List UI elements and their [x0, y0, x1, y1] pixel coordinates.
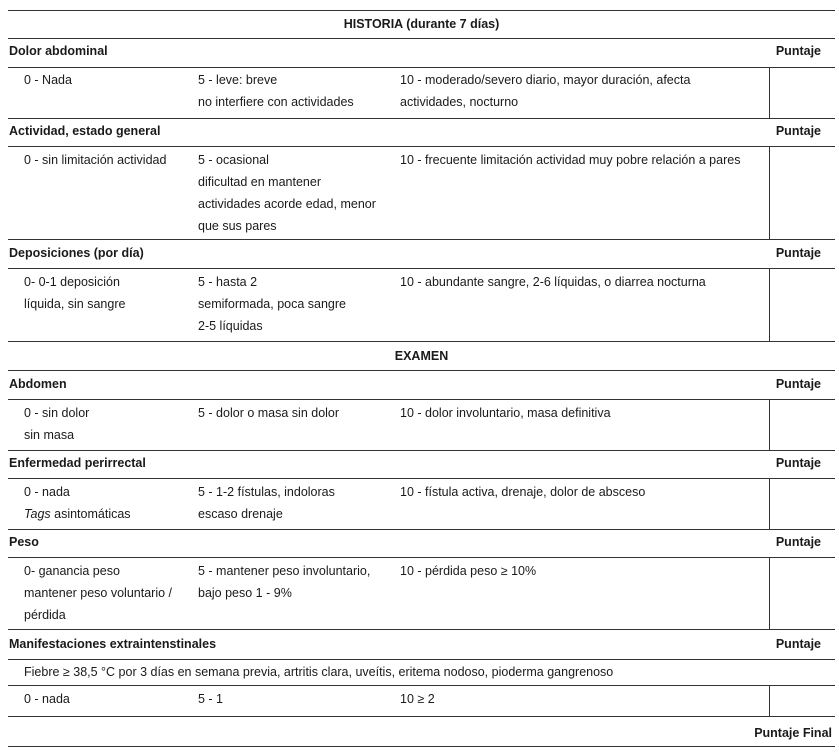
rule: [8, 399, 835, 400]
option-0: 0- ganancia peso mantener peso voluntario / pérdida: [24, 564, 173, 622]
rule: [8, 370, 835, 371]
rule: [769, 399, 770, 450]
rule: [8, 746, 835, 747]
rule: [8, 450, 835, 451]
rule: [8, 685, 835, 686]
option-10: 10 - fístula activa, drenaje, dolor de absceso: [400, 485, 646, 499]
option-0: 0 - Nada: [24, 73, 72, 87]
option-0: 0 - sin limitación actividad: [24, 153, 167, 167]
score-label: Puntaje: [775, 637, 821, 651]
section-manifestaciones: Manifestaciones extraintenstinales: [9, 637, 217, 651]
rule: [8, 529, 835, 530]
section-actividad: Actividad, estado general: [9, 124, 161, 138]
rule: [8, 478, 835, 479]
option-5: 5 - hasta 2 semiformada, poca sangre 2-5 líquidas: [198, 275, 346, 333]
rule: [8, 629, 835, 630]
manifestaciones-note: Fiebre ≥ 38,5 °C por 3 días en semana previa, artritis clara, uveítis, eritema nodoso, pioderma gangrenoso: [24, 665, 614, 679]
option-10: 10 - pérdida peso ≥ 10%: [400, 564, 537, 578]
rule: [769, 478, 770, 529]
score-label: Puntaje: [775, 456, 821, 470]
rule: [769, 268, 770, 341]
option-5: 5 - mantener peso involuntario, bajo peso 1 - 9%: [198, 564, 371, 600]
score-label: Puntaje: [775, 44, 821, 58]
examen-title: EXAMEN: [394, 349, 449, 363]
option-0: 0- 0-1 deposición líquida, sin sangre: [24, 275, 126, 311]
rule: [8, 239, 835, 240]
option-10: 10 - abundante sangre, 2-6 líquidas, o diarrea nocturna: [400, 275, 706, 289]
rule: [769, 685, 770, 716]
option-5: 5 - dolor o masa sin dolor: [198, 406, 340, 420]
option-0: 0 - nada: [24, 692, 70, 706]
section-peso: Peso: [9, 535, 39, 549]
rule: [8, 146, 835, 147]
score-label: Puntaje: [775, 377, 821, 391]
score-label: Puntaje: [775, 124, 821, 138]
option-10: 10 ≥ 2: [400, 692, 435, 706]
rule: [8, 10, 835, 11]
option-10: 10 - frecuente limitación actividad muy pobre relación a pares: [400, 153, 741, 167]
section-deposiciones: Deposiciones (por día): [9, 246, 144, 260]
section-dolor-abdominal: Dolor abdominal: [9, 44, 108, 58]
historia-title: HISTORIA (durante 7 días): [343, 17, 500, 31]
rule: [769, 146, 770, 239]
option-5: 5 - 1: [198, 692, 224, 706]
final-score-label: Puntaje Final: [754, 726, 832, 740]
rule: [8, 557, 835, 558]
rule: [769, 67, 770, 118]
rule: [769, 557, 770, 629]
option-0: 0 - nada Tags asintomáticas: [24, 485, 131, 521]
option-5: 5 - leve: breve no interfiere con actividades: [198, 73, 354, 109]
rule: [8, 716, 835, 717]
option-0: 0 - sin dolor sin masa: [24, 406, 90, 442]
section-abdomen: Abdomen: [9, 377, 67, 391]
rule: [8, 341, 835, 342]
rule: [8, 118, 835, 119]
rule: [8, 659, 835, 660]
option-10: 10 - dolor involuntario, masa definitiva: [400, 406, 611, 420]
option-5: 5 - ocasional dificultad en mantener actividades acorde edad, menor que sus pares: [198, 153, 376, 233]
score-label: Puntaje: [775, 535, 821, 549]
option-10: 10 - moderado/severo diario, mayor duración, afecta actividades, nocturno: [400, 73, 691, 109]
score-label: Puntaje: [775, 246, 821, 260]
rule: [8, 38, 835, 39]
option-5: 5 - 1-2 fístulas, indoloras escaso drenaje: [198, 485, 335, 521]
section-perirrectal: Enfermedad perirrectal: [9, 456, 146, 470]
rule: [8, 67, 835, 68]
rule: [8, 268, 835, 269]
